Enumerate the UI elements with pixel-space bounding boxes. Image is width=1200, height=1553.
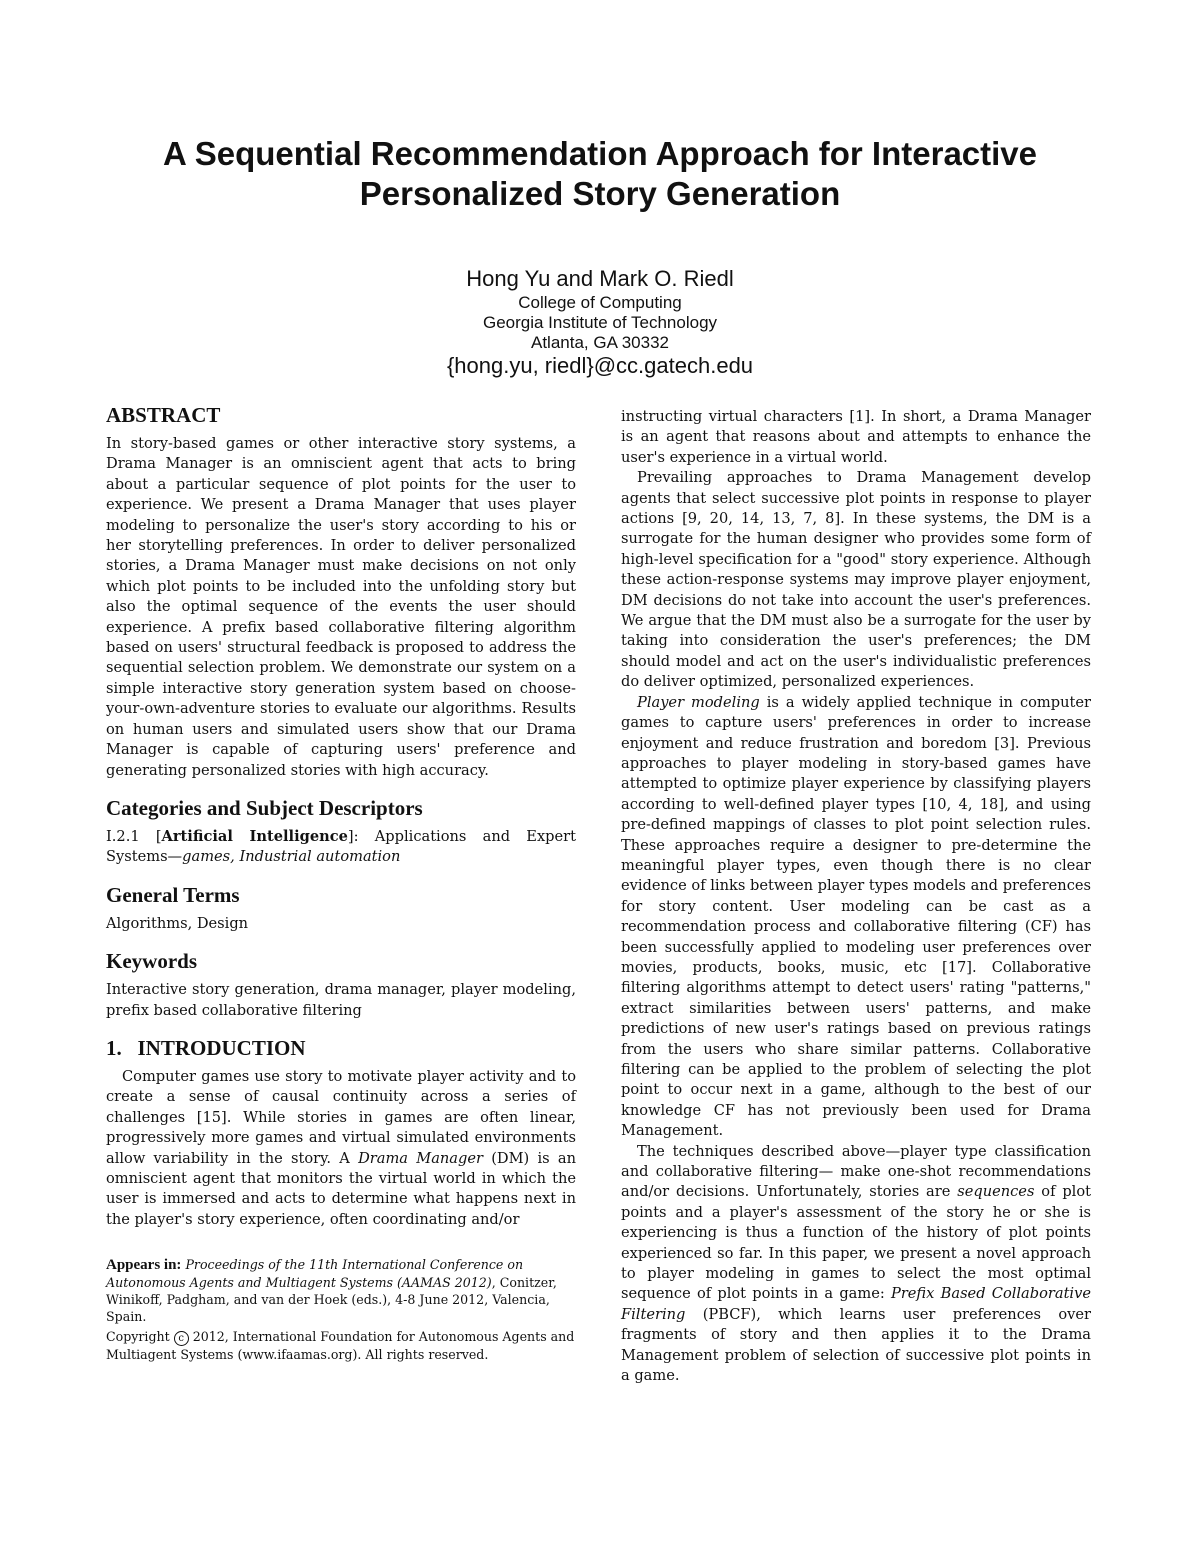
intro-p4-part-b: of plot points and a player's assessment of the story he or she is experiencing is thus a function of the history of plot points experienced so far. In this paper, we present a novel approach to player modeling in games to select the most optimal sequence of plot points in a game: (621, 1183, 1091, 1303)
paper-title (100, 134, 1100, 214)
category-text: ]: Applications and Expert Systems— (106, 827, 576, 866)
abstract-text: In story-based games or other interactive story systems, a Drama Manager is an omniscient agent that acts to bring about a particular sequence of plot points for the user to experience. We present a Drama Manager that uses player modeling to personalize the user's story according to his or her storytelling preferences. In order to deliver personalized stories, a Drama Manager must make decisions on not only which plot points to be included into the unfolding story but also the optimal sequence of the events the user should experience. A prefix based collaborative filtering algorithm based on users' structural feedback is proposed to address the sequential selection problem. We demonstrate our system on a simple interactive story generation system based on choose-your-own-adventure stories to evaluate our algorithms. Results on human users and simulated users show that our Drama Manager is capable of capturing users' preference and generating personalized stories with high accuracy. (106, 435, 576, 779)
intro-p4-part-a: The techniques described above—player type classification and collaborative filtering— make one-shot recommendations and/or decisions. Unfortunately, stories are (621, 1142, 1091, 1201)
intro-p3-emphasis: Player modeling (637, 693, 760, 711)
intro-paragraph-3 (621, 693, 1091, 1142)
categories-heading: Categories and Subject Descriptors (106, 795, 423, 820)
intro-paragraph-4 (621, 1142, 1091, 1387)
copyright-icon: c (174, 1331, 189, 1346)
footnote-venue: Proceedings of the 11th International Conference on Autonomous Agents and Multiagent Systems (AAMAS 2012) (106, 1257, 524, 1291)
right-column (621, 407, 1091, 1387)
intro-p1-part-a: Computer games use story to motivate player activity and to create a sense of causal continuity across a series of challenges [15]. While stories in games are often linear, progressively more games and virtual simulated environments allow variability in the story. A (106, 1067, 576, 1167)
title-line-1: A Sequential Recommendation Approach for Interactive (162, 135, 1038, 172)
affiliation-address: Atlanta, GA 30332 (531, 333, 669, 352)
intro-p3-text: is a widely applied technique in computer games to capture users' preferences in order to increase enjoyment and reduce frustration and boredom [3]. Previous approaches to player modeling in story-based games have attempted to optimize player experience by classifying players according to well-defined player types [10, 4, 18], and using pre-defined mappings of classes to plot point selection rules. These approaches require a designer to pre-determine the meaningful player types, even though there is no clear evidence of links between player types models and preferences for story content. User modeling can be cast as a recommendation process and collaborative filtering (CF) has been successfully applied to modeling user preferences over movies, products, books, music, etc [17]. Collaborative filtering algorithms attempt to detect users' rating "patterns," extract similarities between users' patterns, and make predictions of new user's ratings based on previous ratings from the users who share similar patterns. Collaborative filtering can be applied to the problem of selecting the plot point to occur next in a game, although to the best of our knowledge CF has not previously been used for Drama Management. (621, 693, 1091, 1140)
intro-paragraph-2: Prevailing approaches to Drama Management develop agents that select successive plot points in response to player actions [9, 20, 14, 13, 7, 8]. In these systems, the DM is a surrogate for the human designer who provides some form of high-level specification for a "good" story experience. Although these action-response systems may improve player enjoyment, DM decisions do not take into account the user's preferences. We argue that the DM must also be a surrogate for the user by taking into consideration the user's preferences; the DM should model and act on the user's individualistic preferences do deliver optimized, personalized experiences. (621, 469, 1091, 691)
keywords-heading: Keywords (106, 949, 197, 974)
intro-p1-emphasis: Drama Manager (358, 1149, 483, 1167)
general-terms-text: Algorithms, Design (106, 914, 249, 932)
category-italic: games, Industrial automation (182, 848, 401, 866)
intro-p4-emphasis-1: sequences (957, 1183, 1035, 1201)
intro-paragraph-1-continued (621, 407, 1091, 468)
general-terms-heading: General Terms (106, 882, 240, 907)
introduction-heading: 1. INTRODUCTION (106, 1035, 306, 1060)
keywords-text: Interactive story generation, drama manager, player modeling, prefix based collaborative filtering (106, 981, 576, 1019)
left-column (106, 402, 576, 1363)
footnote-label: Appears in: (106, 1257, 182, 1274)
author-block (300, 265, 900, 379)
intro-p1-part-b: (DM) is an omniscient agent that monitors the virtual world in which the user is immersed and acts to determine what happens next in the player's story experience, often coordinating and/or (106, 1149, 576, 1228)
author-names: Hong Yu and Mark O. Riedl (466, 266, 734, 291)
categories-text (106, 827, 576, 868)
intro-paragraph-1 (106, 1067, 576, 1230)
footnote (106, 1256, 576, 1363)
footnote-editors: , Conitzer, Winikoff, Padgham, and van der Hoek (eds.), 4-8 June 2012, Valencia, Spain. (106, 1275, 557, 1325)
category-code: I.2.1 [ (106, 827, 162, 845)
intro-p4-part-c: (PBCF), which learns user preferences over fragments of story and then applies it to the Drama Management problem of selection of successive plot points in a game. (621, 1305, 1091, 1385)
intro-p4-emphasis-2: Prefix Based Collaborative Filtering (621, 1285, 1091, 1323)
intro-p1-continuation: instructing virtual characters [1]. In short, a Drama Manager is an agent that reasons about and attempts to enhance the user's experience in a virtual world. (621, 408, 1091, 466)
category-bold: Artificial Intelligence (161, 827, 348, 845)
footnote-copyright (106, 1328, 576, 1363)
author-email: {hong.yu, riedl}@cc.gatech.edu (446, 353, 754, 378)
affiliation-college: College of Computing (518, 293, 682, 312)
title-line-2: Personalized Story Generation (359, 175, 841, 212)
abstract-heading: ABSTRACT (106, 403, 221, 427)
copyright-prefix: Copyright (106, 1329, 174, 1345)
copyright-text: 2012, International Foundation for Autonomous Agents and Multiagent Systems (www.ifaamas.org). All rights reserved. (106, 1329, 575, 1363)
footnote-appears-in (106, 1256, 576, 1325)
affiliation-institute: Georgia Institute of Technology (482, 313, 718, 332)
